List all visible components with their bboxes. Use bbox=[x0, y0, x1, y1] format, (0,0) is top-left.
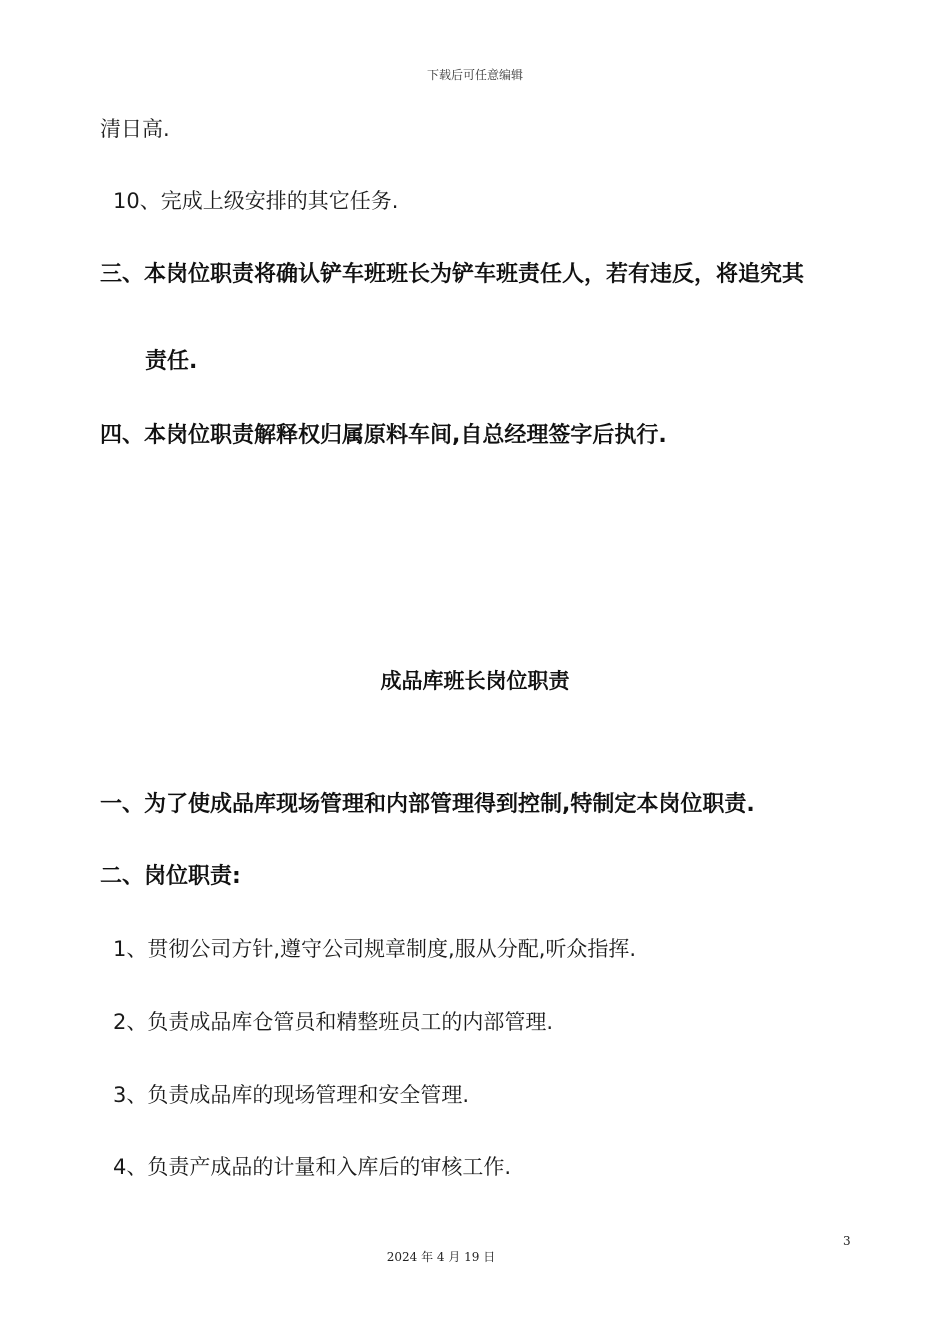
clause-three-continuation: 责任. bbox=[145, 349, 198, 374]
clause-four: 四、本岗位职责解释权归属原料车间,自总经理签字后执行. bbox=[100, 423, 667, 448]
list-item-10: 10、完成上级安排的其它任务. bbox=[113, 189, 399, 213]
section-clause-two: 二、岗位职责: bbox=[100, 864, 241, 889]
duty-item-2: 2、负责成品库仓管员和精整班员工的内部管理. bbox=[113, 1010, 554, 1034]
clause-three: 三、本岗位职责将确认铲车班班长为铲车班责任人，若有违反，将追究其 bbox=[100, 262, 805, 287]
text-line-continuation: 清日高. bbox=[100, 117, 170, 141]
footer-date: 2024 年 4 月 19 日 bbox=[386, 1250, 496, 1264]
header-note: 下载后可任意编辑 bbox=[426, 68, 523, 82]
page-number: 3 bbox=[843, 1234, 851, 1248]
section-clause-one: 一、为了使成品库现场管理和内部管理得到控制,特制定本岗位职责. bbox=[100, 792, 755, 817]
duty-item-1: 1、贯彻公司方针,遵守公司规章制度,服从分配,听众指挥. bbox=[113, 937, 637, 961]
section-title: 成品库班长岗位职责 bbox=[380, 669, 570, 693]
duty-item-4: 4、负责产成品的计量和入库后的审核工作. bbox=[113, 1155, 512, 1179]
duty-item-3: 3、负责成品库的现场管理和安全管理. bbox=[113, 1083, 470, 1107]
